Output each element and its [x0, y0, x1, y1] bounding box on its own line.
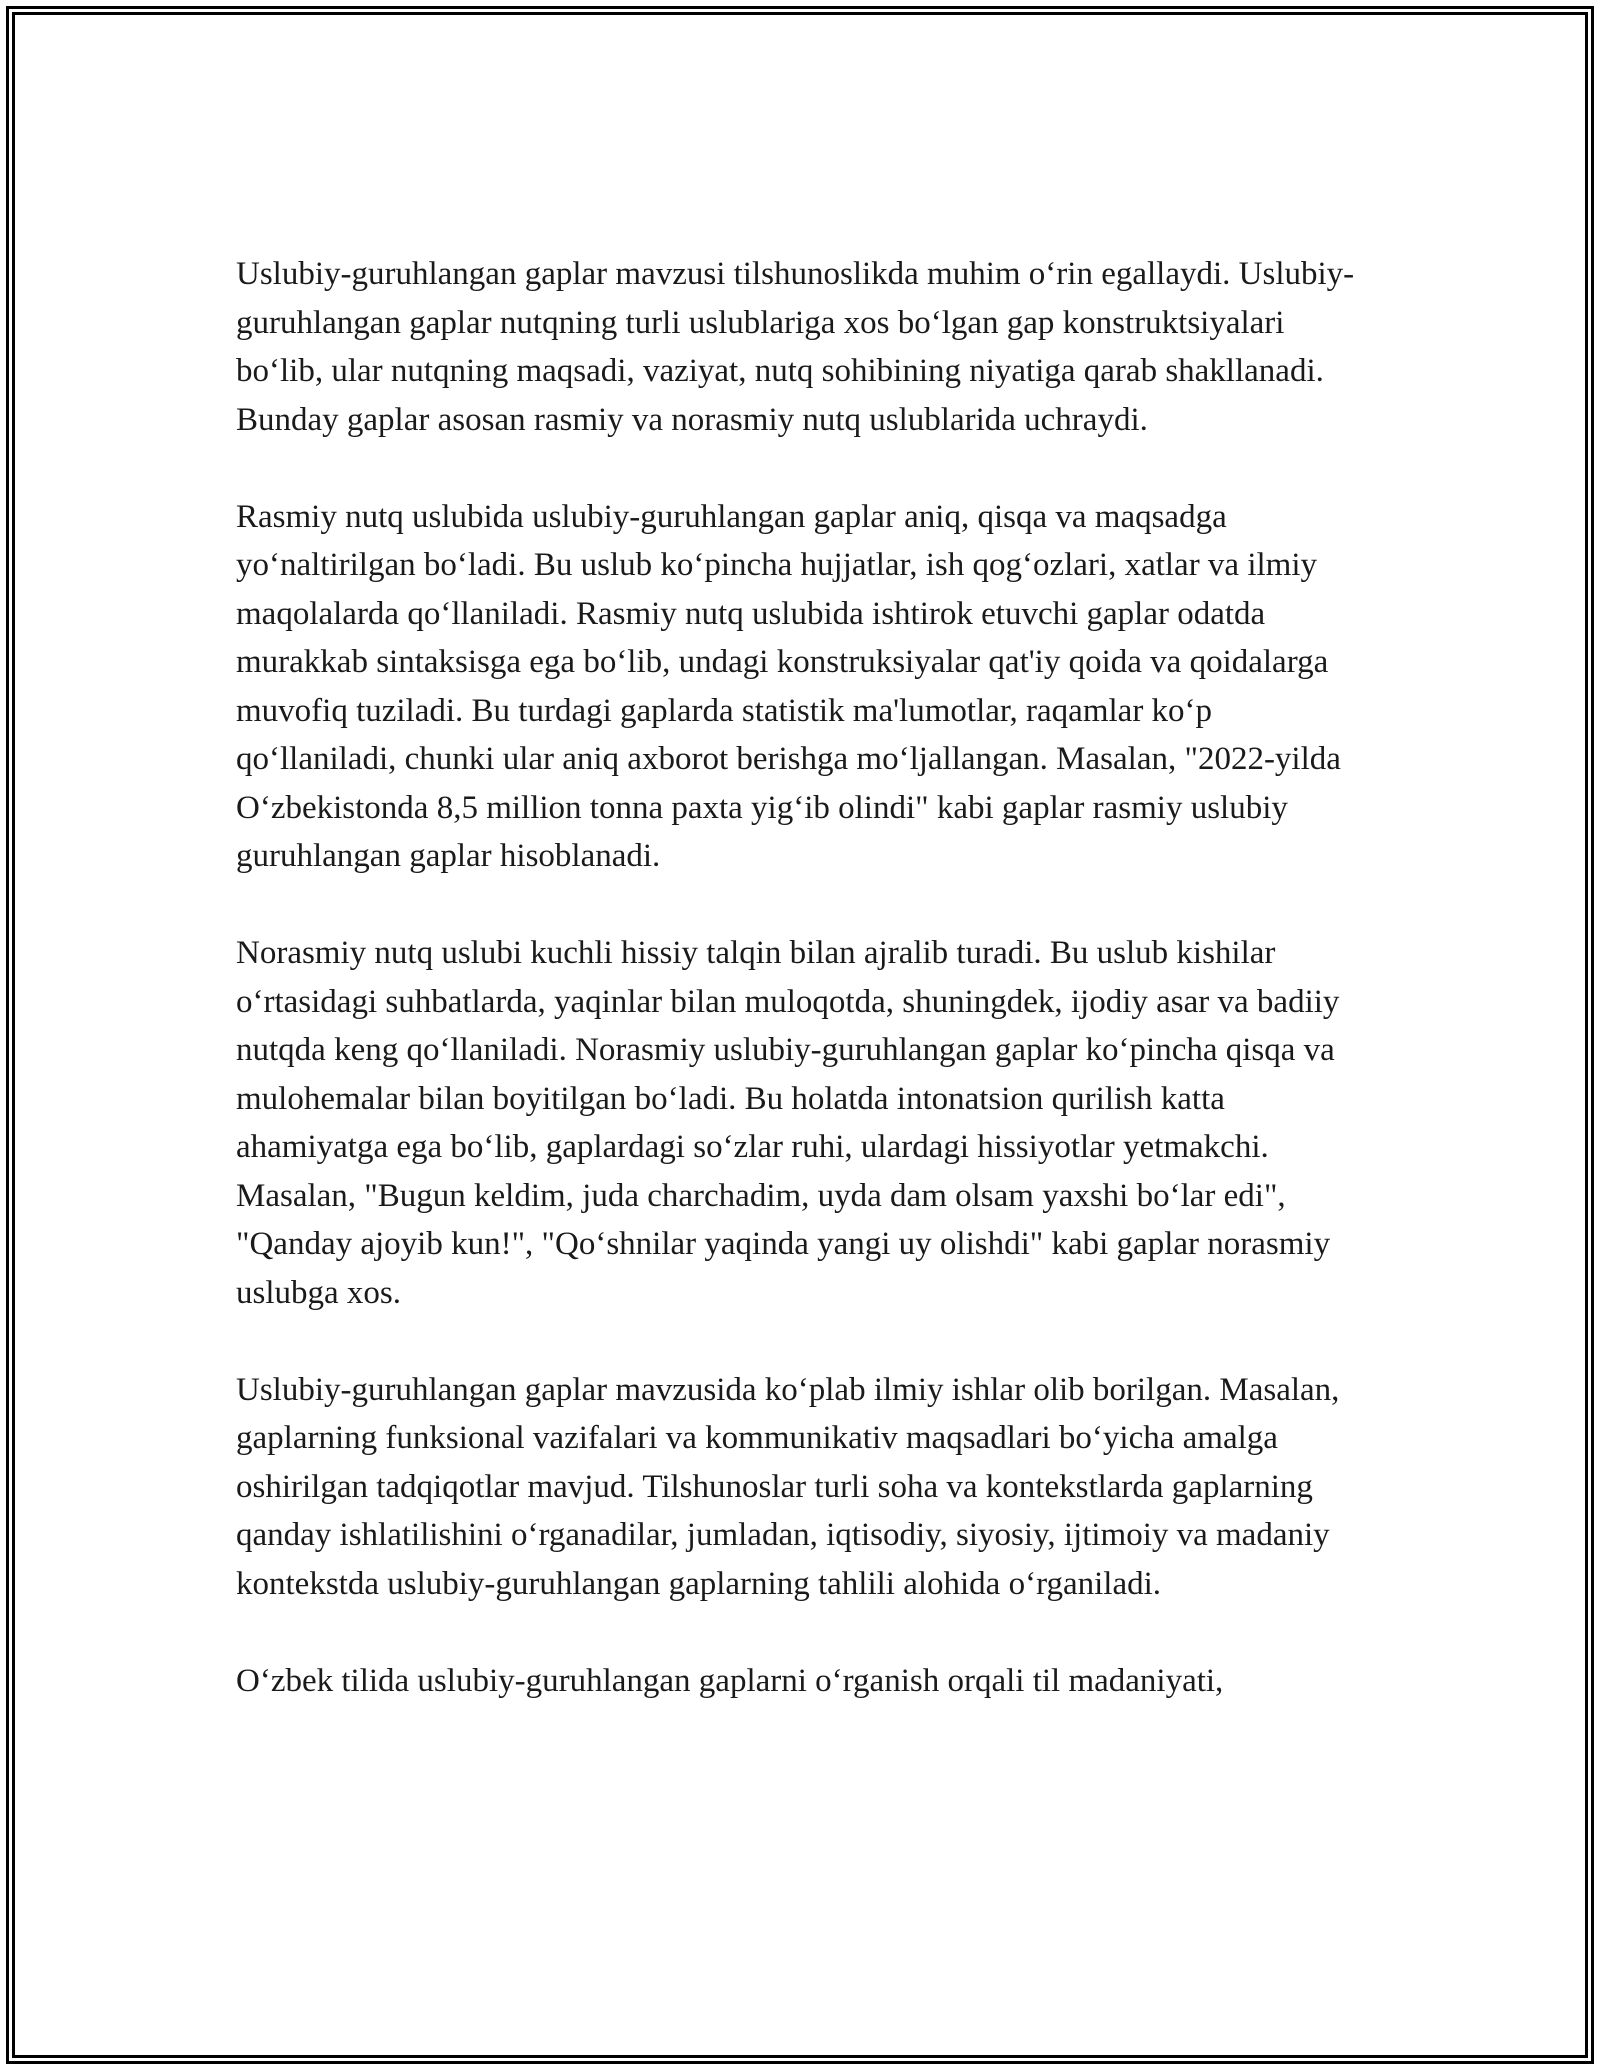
paragraph-5: O‘zbek tilida uslubiy-guruhlangan gaplarni o‘rganish orqali til madaniyati,	[236, 1662, 1224, 1699]
document-body	[236, 250, 1361, 1705]
paragraph-4: Uslubiy-guruhlangan gaplar mavzusida ko‘plab ilmiy ishlar olib borilgan. Masalan, gaplarning funksional vazifalari va kommunikativ maqsadlari bo‘yicha amalga oshirilgan tadqiqotlar mavjud. Tilshunoslar turli soha va kontekstlarda gaplarning qanday ishlatilishini o‘rganadilar, jumladan, iqtisodiy, siyosiy, ijtimoiy va madaniy kontekstda uslubiy-guruhlangan gaplarning tahlili alohida o‘rganiladi.	[236, 1371, 1340, 1602]
paragraph-3: Norasmiy nutq uslubi kuchli hissiy talqin bilan ajralib turadi. Bu uslub kishilar o‘rtasidagi suhbatlarda, yaqinlar bilan muloqotda, shuningdek, ijodiy asar va badiiy nutqda keng qo‘llaniladi. Norasmiy uslubiy-guruhlangan gaplar ko‘pincha qisqa va mulohemalar bilan boyitilgan bo‘ladi. Bu holatda intonatsion qurilish katta ahamiyatga ega bo‘lib, gaplardagi so‘zlar ruhi, ulardagi hissiyotlar yetmakchi. Masalan, "Bugun keldim, juda charchadim, uyda dam olsam yaxshi bo‘lar edi", "Qanday ajoyib kun!", "Qo‘shnilar yaqinda yangi uy olishdi" kabi gaplar norasmiy uslubga xos.	[236, 935, 1340, 1311]
paragraph-2: Rasmiy nutq uslubida uslubiy-guruhlangan gaplar aniq, qisqa va maqsadga yo‘naltirilgan bo‘ladi. Bu uslub ko‘pincha hujjatlar, ish qog‘ozlari, xatlar va ilmiy maqolalarda qo‘llaniladi. Rasmiy nutq uslubida ishtirok etuvchi gaplar odatda murakkab sintaksisga ega bo‘lib, undagi konstruksiyalar qat'iy qoida va qoidalarga muvofiq tuziladi. Bu turdagi gaplarda statistik ma'lumotlar, raqamlar ko‘p qo‘llaniladi, chunki ular aniq axborot berishga mo‘ljallangan. Masalan, "2022-yilda O‘zbekistonda 8,5 million tonna paxta yig‘ib olindi" kabi gaplar rasmiy uslubiy guruhlangan gaplar hisoblanadi.	[236, 498, 1341, 874]
paragraph-1: Uslubiy-guruhlangan gaplar mavzusi tilshunoslikda muhim o‘rin egallaydi. Uslubiy-guruhlangan gaplar nutqning turli uslublariga xos bo‘lgan gap konstruktsiyalari bo‘lib, ular nutqning maqsadi, vaziyat, nutq sohibining niyatiga qarab shakllanadi. Bunday gaplar asosan rasmiy va norasmiy nutq uslublarida uchraydi.	[236, 256, 1355, 438]
